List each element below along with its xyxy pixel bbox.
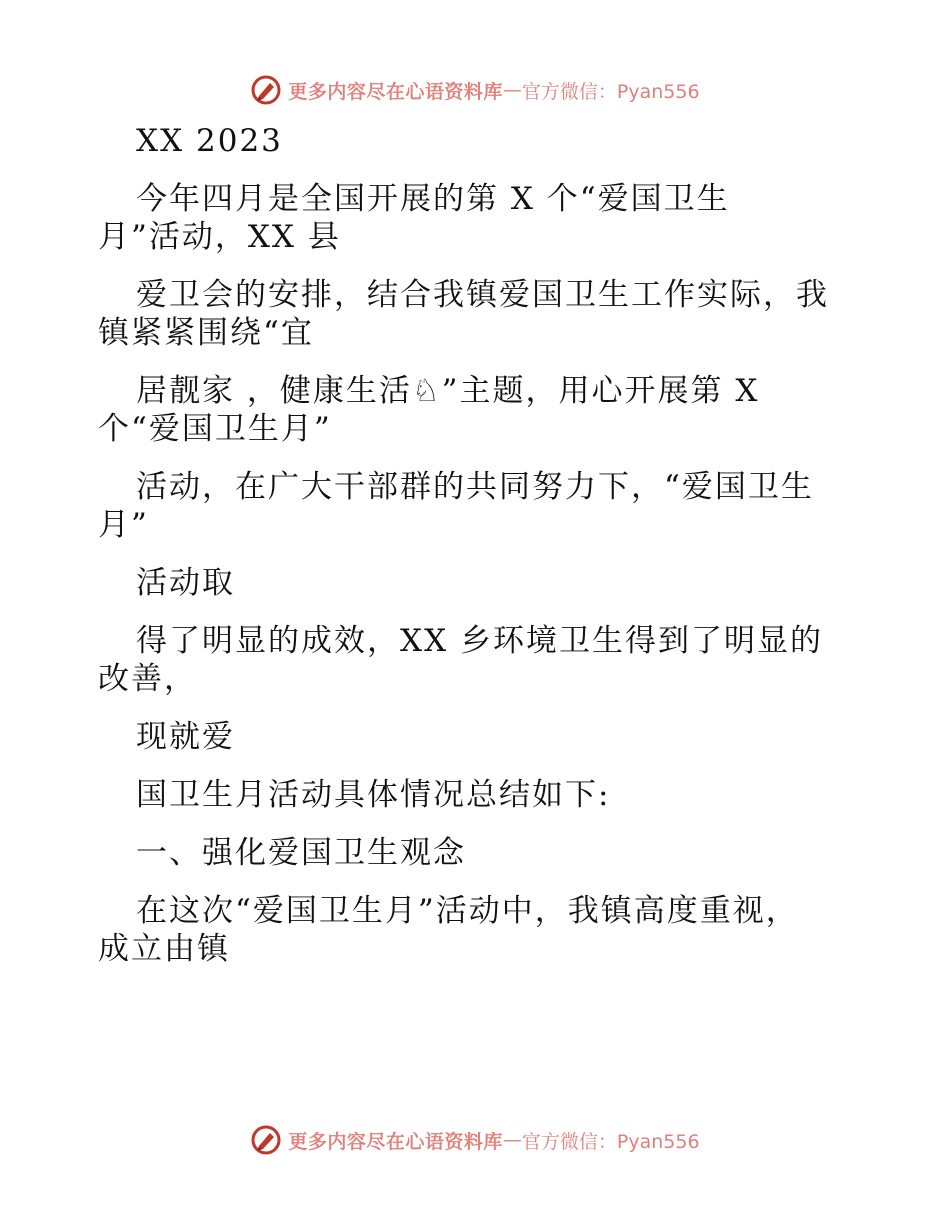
doc-line: 成立由镇	[98, 931, 230, 967]
doc-line: 个“爱国卫生月”	[98, 411, 332, 447]
doc-line: 现就爱	[136, 719, 235, 755]
footer-watermark-banner	[0, 1120, 950, 1160]
banner-wechat: 官方微信：Pyan556	[521, 1130, 700, 1153]
doc-line: 得了明显的成效，XX 乡环境卫生得到了明显的	[136, 623, 823, 659]
doc-line: 月”活动，XX 县	[98, 219, 341, 255]
banner-slogan: 更多内容尽在心语资料库	[288, 1130, 503, 1153]
doc-line: 活动，在广大干部群的共同努力下，“爱国卫生	[136, 469, 814, 505]
doc-line: 镇紧紧围绕“宜	[98, 315, 314, 351]
header-watermark-banner	[0, 70, 950, 110]
doc-line: 改善，	[98, 661, 197, 697]
doc-line: 爱卫会的安排，结合我镇爱国卫生工作实际，我	[136, 277, 829, 313]
doc-line: 月”	[98, 507, 149, 543]
doc-line: 居靓家 ，健康生活♘”主题，用心开展第 X	[136, 373, 760, 409]
banner-dash: —	[502, 79, 522, 101]
doc-line-heading: 一、强化爱国卫生观念	[136, 835, 466, 871]
pen-logo-icon	[250, 1124, 282, 1156]
doc-line-title: XX 2023	[136, 123, 283, 159]
banner-slogan: 更多内容尽在心语资料库	[288, 80, 503, 103]
doc-line: 活动取	[136, 565, 235, 601]
banner-dash: —	[502, 1129, 522, 1151]
pen-logo-icon	[250, 74, 282, 106]
banner-wechat: 官方微信：Pyan556	[521, 80, 700, 103]
doc-line: 国卫生月活动具体情况总结如下:	[136, 777, 611, 813]
document-body	[98, 122, 858, 968]
doc-line: 今年四月是全国开展的第 X 个“爱国卫生	[136, 181, 730, 217]
doc-line: 在这次“爱国卫生月”活动中，我镇高度重视，	[136, 893, 799, 929]
